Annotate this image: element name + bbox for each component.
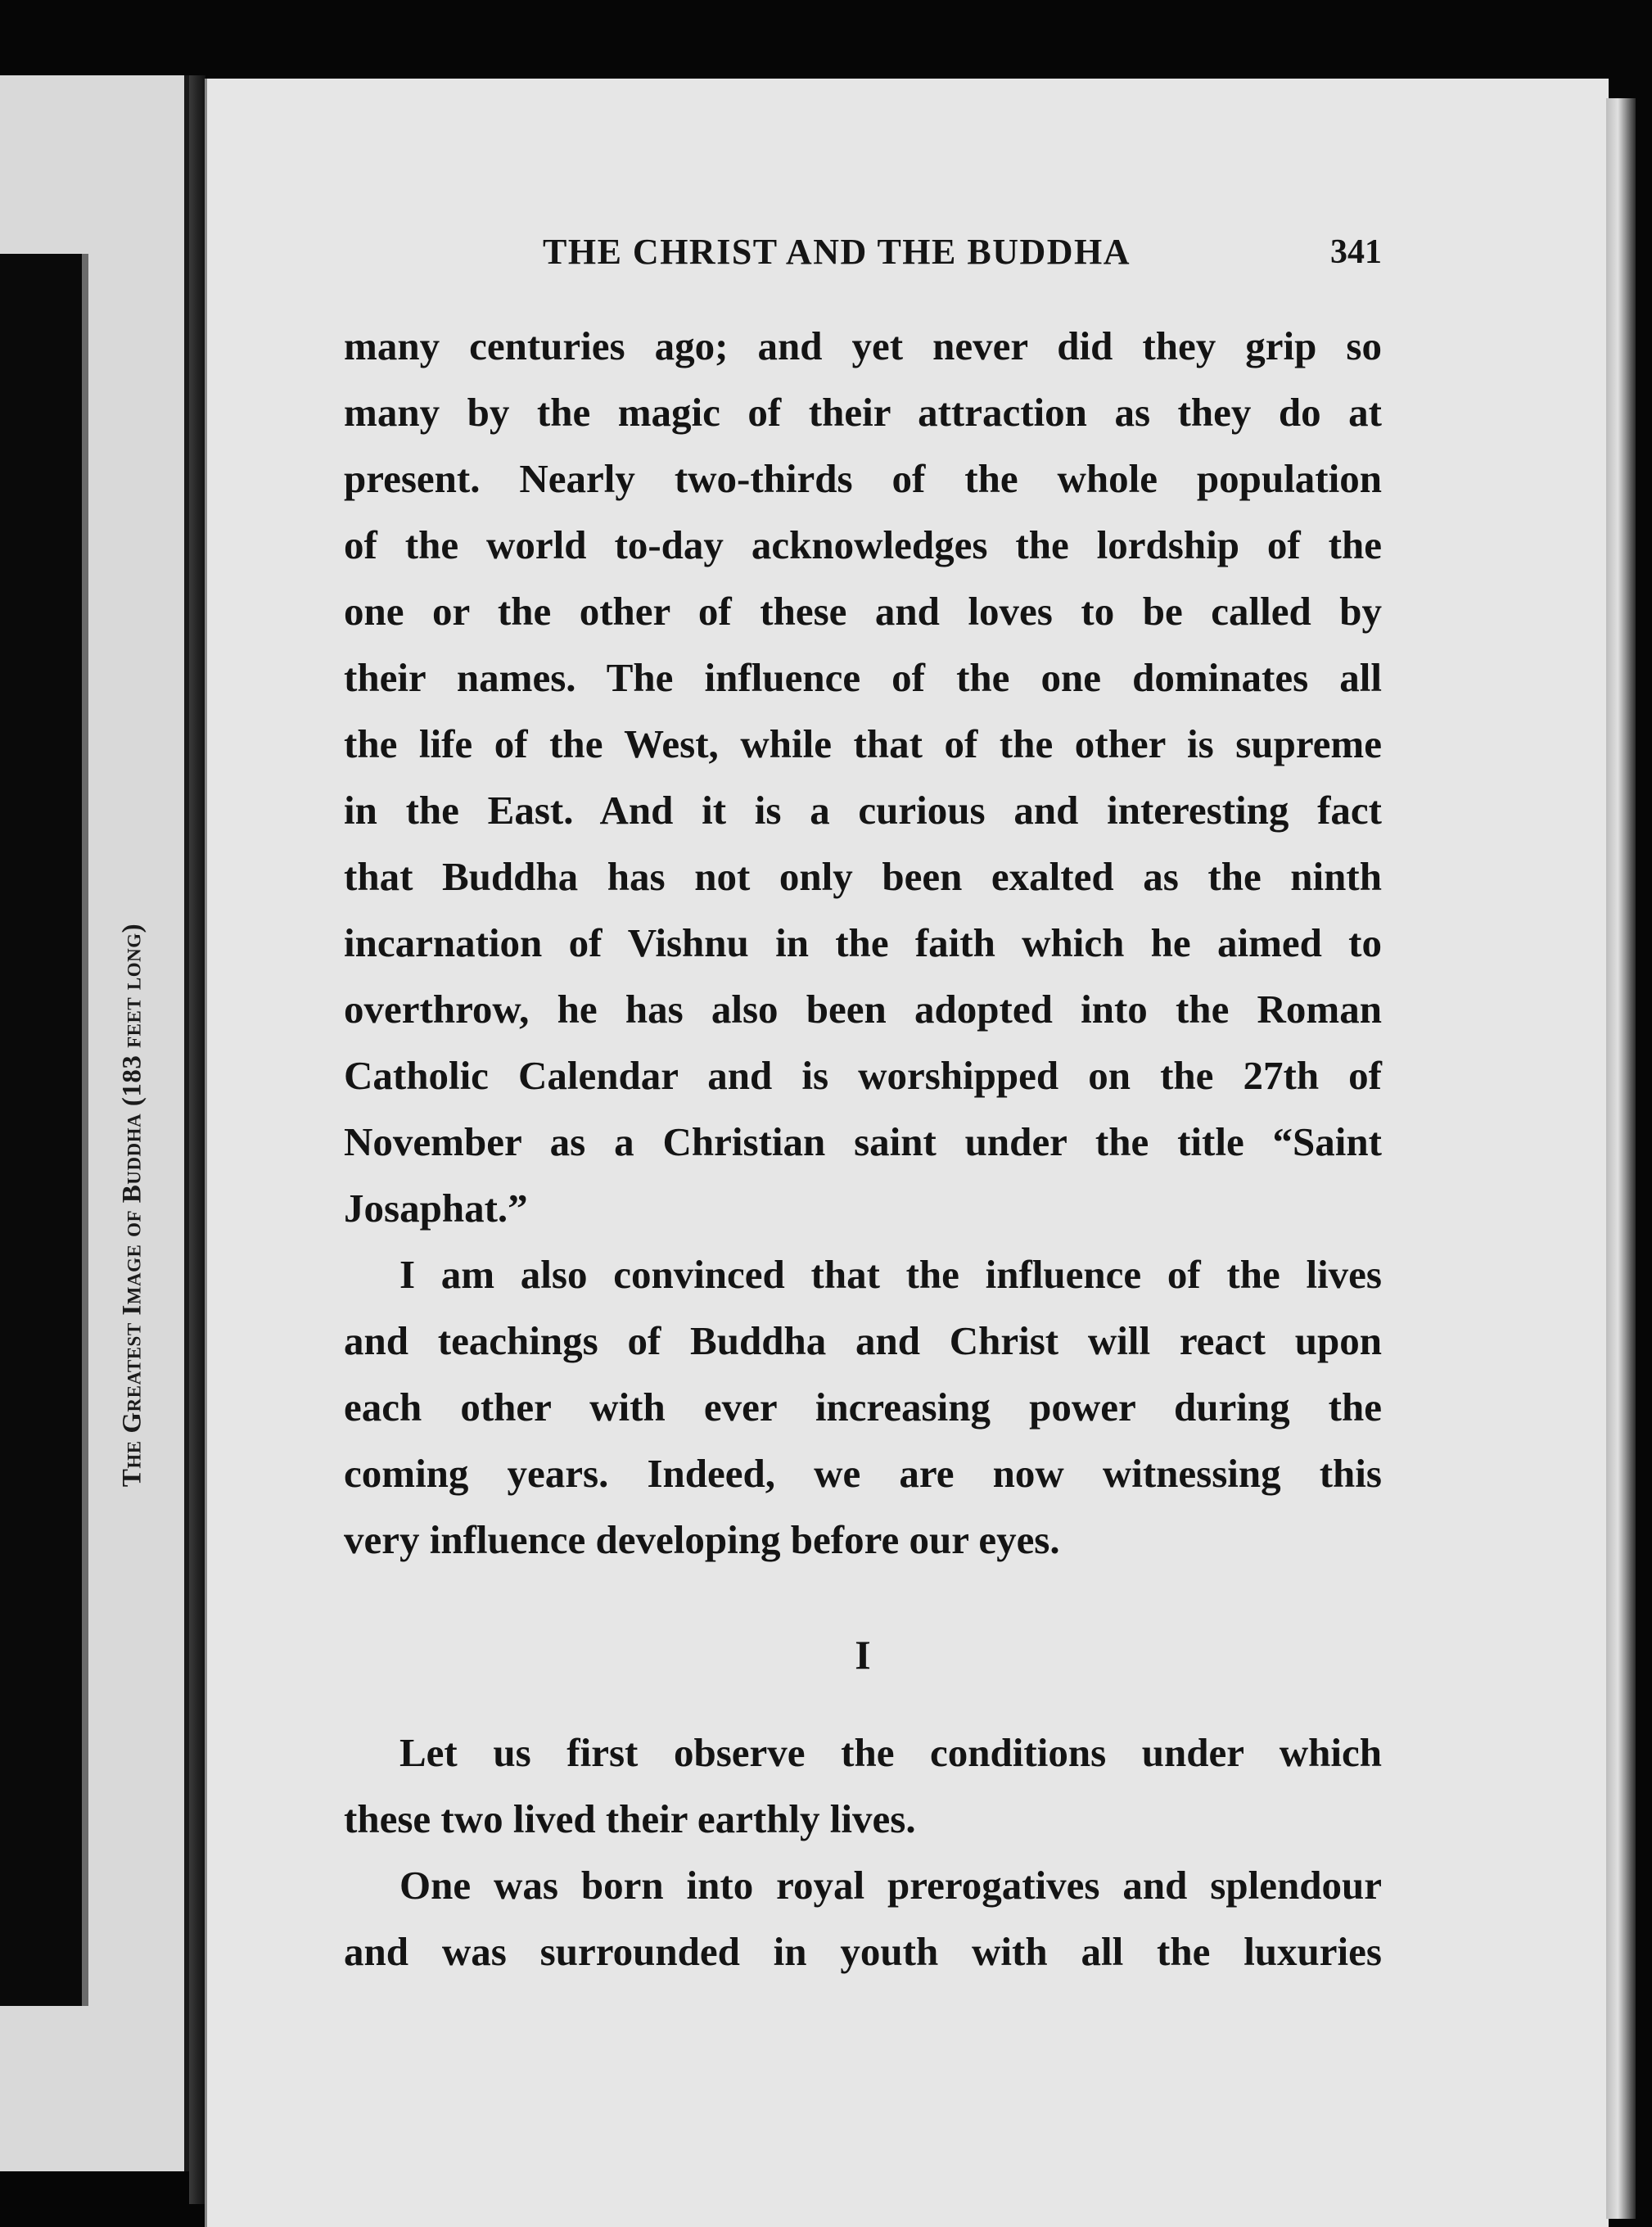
paragraph-2 — [344, 1241, 1382, 1573]
text-line: overthrow, he has also been adopted into the Roman — [344, 987, 1382, 1032]
text-line: the life of the West, while that of the other is supreme — [344, 721, 1382, 766]
running-title: THE CHRIST AND THE BUDDHA — [543, 232, 1131, 272]
text-line: in the East. And it is a curious and interesting fact — [344, 788, 1382, 833]
paragraph-1 — [344, 313, 1382, 1241]
text-line: Let us first observe the conditions under which — [399, 1730, 1382, 1775]
text-line: one or the other of these and loves to be called by — [344, 589, 1382, 634]
text-line: each other with ever increasing power during the — [344, 1385, 1382, 1430]
text-line: One was born into royal prerogatives and splendour — [399, 1863, 1382, 1908]
page-number: 341 — [1330, 233, 1382, 271]
running-head — [344, 231, 1382, 272]
text-line: November as a Christian saint under the title “Saint — [344, 1119, 1382, 1164]
text-line: present. Nearly two-thirds of the whole population — [344, 456, 1382, 501]
text-line: Josaphat.” — [344, 1186, 528, 1231]
text-line: incarnation of Vishnu in the faith which he aimed to — [344, 920, 1382, 965]
text-line: very influence developing before our eyes. — [344, 1517, 1060, 1562]
text-line: many centuries ago; and yet never did they grip so — [344, 323, 1382, 368]
page-edge — [1606, 98, 1636, 2219]
text-line: their names. The influence of the one dominates all — [344, 655, 1382, 700]
plate-caption-area — [82, 845, 184, 1565]
text-line: these two lived their earthly lives. — [344, 1796, 916, 1841]
book-gutter — [189, 75, 205, 2204]
plate-image-edge — [0, 254, 88, 2006]
text-line: Catholic Calendar and is worshipped on the 27th of — [344, 1053, 1382, 1098]
paragraph-3 — [344, 1719, 1382, 1852]
left-page — [0, 75, 189, 2171]
plate-caption: The Greatest Image of Buddha (183 feet long) — [117, 923, 147, 1488]
body-text — [344, 313, 1382, 1985]
section-number: I — [855, 1632, 871, 1678]
text-line: I am also convinced that the influence of the lives — [399, 1252, 1382, 1297]
text-line: and teachings of Buddha and Christ will react upon — [344, 1318, 1382, 1363]
paragraph-4 — [344, 1852, 1382, 1985]
text-line: many by the magic of their attraction as they do at — [344, 390, 1382, 435]
text-line: that Buddha has not only been exalted as the ninth — [344, 854, 1382, 899]
text-line: of the world to-day acknowledges the lordship of the — [344, 522, 1382, 567]
text-line: coming years. Indeed, we are now witnessing this — [344, 1451, 1382, 1496]
text-line: and was surrounded in youth with all the luxuries — [344, 1929, 1382, 1974]
